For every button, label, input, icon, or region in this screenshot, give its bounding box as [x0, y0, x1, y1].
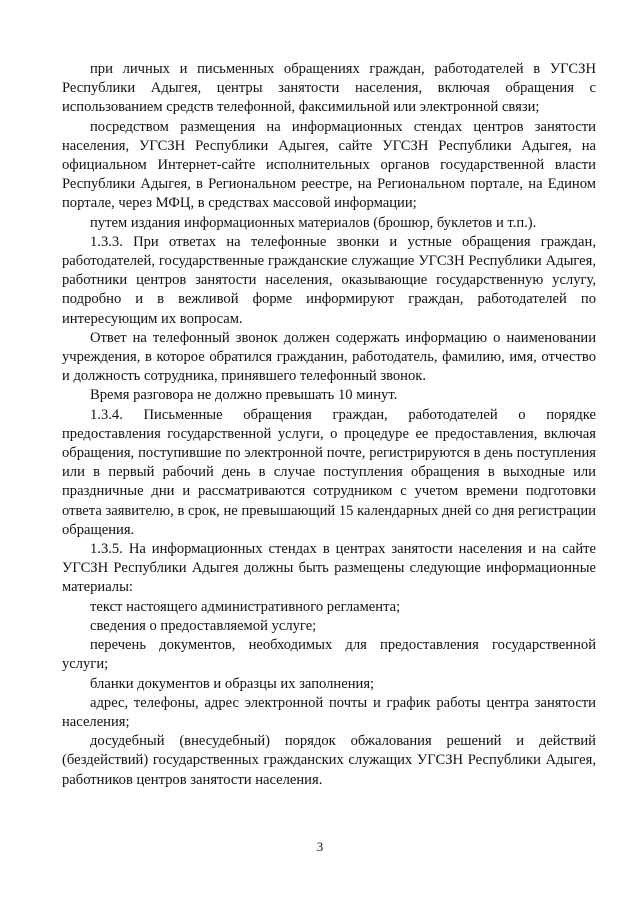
paragraph: путем издания информационных материалов (брошюр, буклетов и т.п.). [90, 214, 537, 231]
paragraph: 1.3.4. Письменные обращения граждан, работодателей о порядке предоставления государственной услуги, о процедуре ее предоставления, включая обращения, поступившие по электронной почте, регистрируются в день поступления или в первый рабочий день в случае поступления обращения в выходные или праздничные дни и рассматриваются сотрудником с учетом времени подготовки ответа заявителю, в срок, не превышающий 15 календарных дней со дня регистрации обращения. [62, 406, 596, 538]
paragraph: 1.3.5. На информационных стендах в центрах занятости населения и на сайте УГСЗН Республики Адыгея должны быть размещены следующие информационные материалы: [62, 541, 596, 596]
paragraph: сведения о предоставляемой услуге; [90, 617, 317, 634]
paragraph: Время разговора не должно превышать 10 минут. [90, 387, 398, 404]
paragraph: при личных и письменных обращениях граждан, работодателей в УГСЗН Республики Адыгея, центры занятости населения, включая обращения с использованием средств телефонной, факсимильной или электронной связи; [62, 61, 596, 116]
paragraph: текст настоящего административного регламента; [90, 598, 401, 615]
paragraph: адрес, телефоны, адрес электронной почты и график работы центра занятости населения; [62, 694, 596, 730]
paragraph: досудебный (внесудебный) порядок обжалования решений и действий (бездействий) государственных гражданских служащих УГСЗН Республики Адыгея, работников центров занятости населения. [62, 733, 596, 788]
paragraph: посредством размещения на информационных стендах центров занятости населения, УГСЗН Республики Адыгея, сайте УГСЗН Республики Адыгея, на официальном Интернет-сайте исполнительных органов государственной власти Республики Адыгея, в Региональном реестре, на Региональном портале, на Едином портале, через МФЦ, в средствах массовой информации; [62, 118, 596, 212]
paragraph: бланки документов и образцы их заполнения; [90, 675, 375, 692]
document-body [62, 60, 596, 790]
page-number: 3 [316, 839, 324, 854]
paragraph: Ответ на телефонный звонок должен содержать информацию о наименовании учреждения, в которое обратился гражданин, работодатель, фамилию, имя, отчество и должность сотрудника, принявшего телефонный звонок. [62, 329, 596, 385]
paragraph: перечень документов, необходимых для предоставления государственной услуги; [62, 637, 596, 673]
paragraph: 1.3.3. При ответах на телефонные звонки и устные обращения граждан, работодателей, государственные гражданские служащие УГСЗН Республики Адыгея, работники центров занятости населения, оказывающие государственную услугу, подробно и в вежливой форме информируют граждан, работодателей по интересующим их вопросам. [62, 233, 596, 327]
